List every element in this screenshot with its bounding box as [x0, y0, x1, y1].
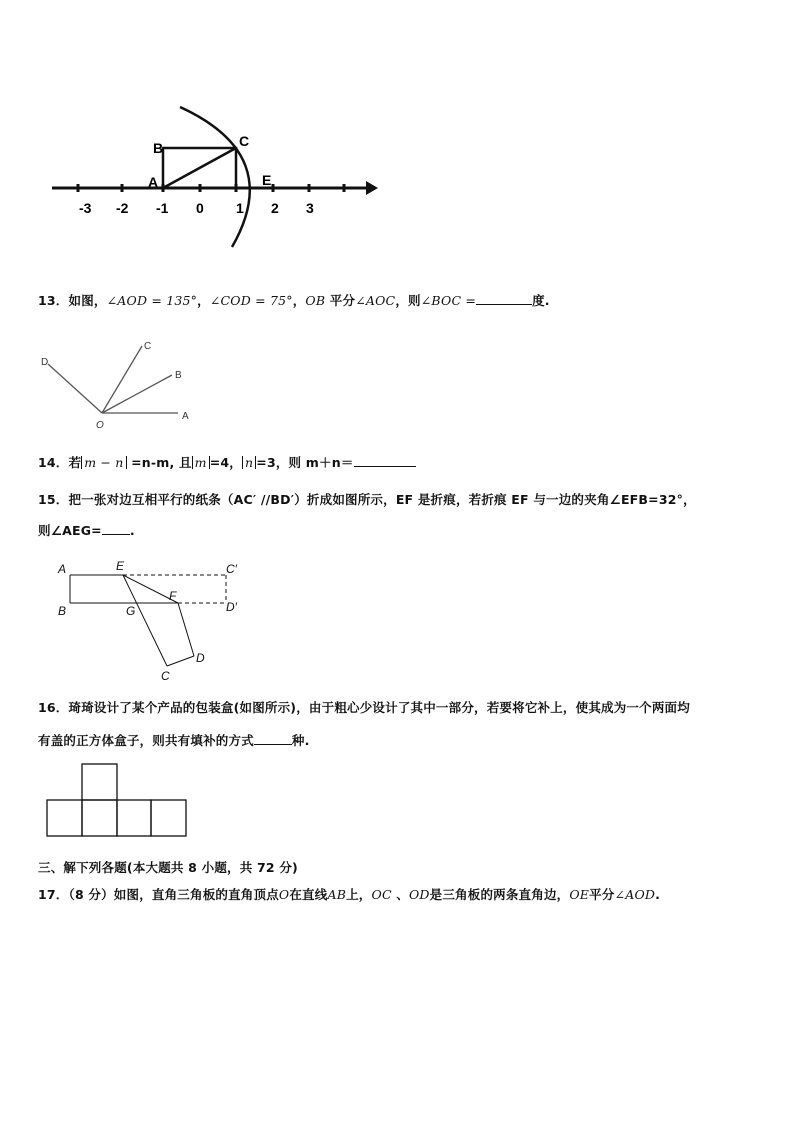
question-number: 16	[38, 700, 56, 715]
question-text: ．把一张对边互相平行的纸条（AC′ //BD′）折成如图所示，EF 是折痕，若折痕 EF 与一边的夹角∠EFB=32°，	[55, 492, 696, 507]
label-d: D	[41, 357, 49, 368]
tick-label: 0	[196, 200, 204, 216]
label-b: B	[175, 370, 182, 381]
question-15-line-1	[38, 490, 696, 508]
question-text: .	[129, 523, 135, 538]
math-angle-aod: ∠AOD = 135°	[106, 293, 198, 308]
question-text: .	[655, 887, 661, 902]
ray-ob	[102, 375, 172, 413]
math-oc: OC	[371, 887, 392, 902]
tick-label: -1	[156, 200, 169, 216]
label-b: B	[58, 604, 67, 618]
point-label-e: E	[262, 172, 272, 188]
question-17	[38, 885, 660, 903]
diagonal-ac	[163, 148, 236, 188]
question-text: ．若	[55, 455, 82, 470]
question-text: 种.	[291, 733, 310, 748]
answer-blank[interactable]	[102, 523, 130, 535]
number-line-figure	[40, 95, 390, 255]
math-ob: OB	[305, 293, 326, 308]
ray-od	[48, 364, 102, 413]
cube-net-figure-q16	[45, 762, 190, 840]
section-heading-text: 三、解下列各题(本大题共 8 小题，共 72 分)	[38, 860, 298, 875]
net-square	[47, 800, 82, 836]
tick-label: 1	[236, 200, 244, 216]
equals-sign: =	[461, 293, 477, 308]
tick-labels	[79, 200, 314, 216]
question-text: 则∠AEG=	[38, 523, 102, 538]
question-text: 平分	[589, 887, 615, 902]
label-c-prime: C′	[226, 562, 237, 576]
question-text: 平分	[325, 293, 356, 308]
net-square	[82, 800, 117, 836]
edge-fd	[178, 603, 194, 656]
question-13	[38, 291, 550, 309]
question-text: 在直线	[289, 887, 328, 902]
math-oe: OE	[569, 887, 590, 902]
question-text: ，则	[395, 293, 421, 308]
math-angle-aoc: ∠AOC	[355, 293, 396, 308]
math-o: O	[278, 887, 290, 902]
net-square	[117, 800, 151, 836]
question-text: 上，	[346, 887, 372, 902]
angle-figure-q13	[38, 338, 198, 433]
question-text: ．（8 分）如图，直角三角板的直角顶点	[55, 887, 279, 902]
folded-strip-figure-q15	[50, 558, 250, 683]
question-text: =4，	[209, 455, 243, 470]
question-15-line-2	[38, 521, 135, 539]
section-3-heading	[38, 858, 298, 876]
tick-label: -3	[79, 200, 92, 216]
axis-arrow-icon	[366, 181, 378, 195]
edge-ec	[123, 575, 167, 666]
point-label-b: B	[153, 140, 164, 156]
net-square	[151, 800, 186, 836]
label-a: A	[58, 562, 67, 576]
label-e: E	[116, 559, 125, 573]
question-text: ．如图，	[55, 293, 107, 308]
net-square-top	[82, 764, 117, 800]
math-od: OD	[408, 887, 430, 902]
label-d: D	[196, 651, 205, 665]
question-number: 13	[38, 293, 56, 308]
question-text: 是三角板的两条直角边，	[429, 887, 570, 902]
label-d-prime: D′	[226, 600, 237, 614]
math-abs-m: m	[192, 456, 210, 469]
point-label-c: C	[239, 133, 250, 149]
question-text: 、	[391, 887, 409, 902]
label-g: G	[126, 604, 136, 618]
question-text: ．琦琦设计了某个产品的包装盒(如图所示)，由于粗心少设计了其中一部分，若要将它补上，使其成为一个两面均	[55, 700, 690, 715]
tick-label: 3	[306, 200, 314, 216]
question-number: 17	[38, 887, 56, 902]
point-label-a: A	[148, 174, 159, 190]
tick-label: -2	[116, 200, 129, 216]
question-text: 度.	[532, 293, 550, 308]
question-number: 15	[38, 492, 56, 507]
label-o: O	[96, 420, 104, 431]
question-16-line-2	[38, 731, 310, 749]
ray-oc	[102, 346, 142, 413]
label-f: F	[169, 589, 177, 603]
question-text: 有盖的正方体盒子，则共有填补的方式	[38, 733, 254, 748]
question-14	[38, 453, 416, 471]
question-text: =n-m, 且	[126, 455, 192, 470]
math-angle-cod: ∠COD = 75°	[209, 293, 293, 308]
answer-blank[interactable]	[354, 455, 416, 467]
answer-blank[interactable]	[254, 733, 292, 745]
label-a: A	[182, 411, 189, 422]
math-angle-aod: ∠AOD	[614, 887, 656, 902]
separator: ，	[197, 293, 210, 308]
separator: ，	[292, 293, 306, 308]
answer-blank[interactable]	[476, 293, 532, 305]
tick-label: 2	[271, 200, 279, 216]
math-ab: AB	[327, 887, 347, 902]
math-abs-m-minus-n: m − n	[81, 456, 126, 469]
compass-arc	[180, 107, 250, 247]
question-number: 14	[38, 455, 56, 470]
question-text: =3，则 m＋n＝	[256, 455, 354, 470]
label-c: C	[144, 341, 152, 352]
label-c: C	[161, 669, 170, 683]
question-16-line-1	[38, 698, 690, 716]
edge-cd	[167, 656, 194, 666]
math-abs-n: n	[242, 456, 256, 469]
math-angle-boc: ∠BOC	[420, 293, 462, 308]
